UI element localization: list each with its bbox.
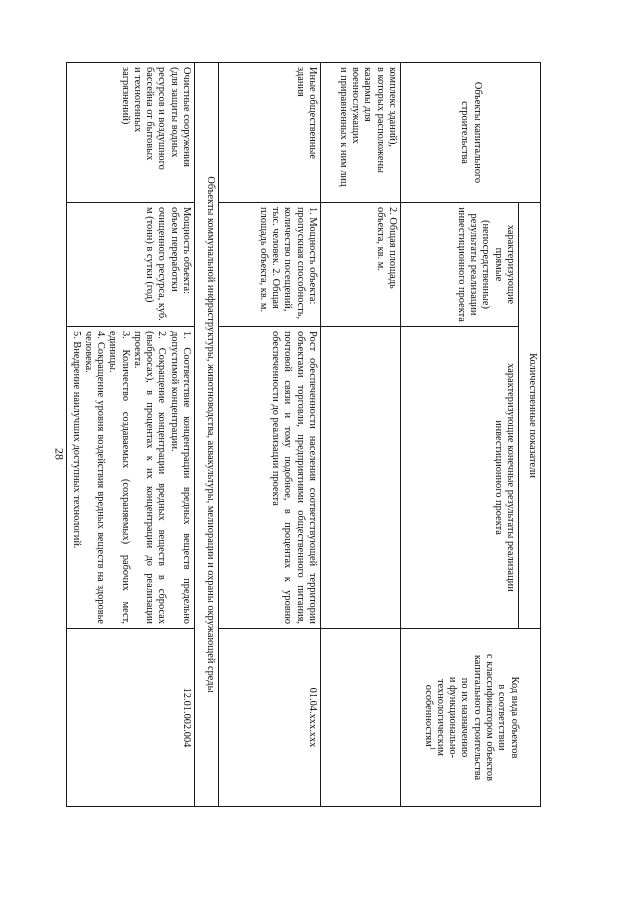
code-header-line: с классификатором объектов (484, 654, 496, 781)
final-result-item: 1. Соответствие концентрации вредных веществ предельно допустимой концентрации. (168, 331, 192, 624)
code-header-line: технологическим (434, 679, 446, 756)
table-row (219, 63, 321, 807)
direct-results-cell: Мощность объекта: объем переработки очищенного ресурса, куб. м (тонн) в сутки (год) (67, 203, 195, 327)
table-row (321, 63, 401, 807)
section-title: Объекты коммунальной инфраструктуры, животноводства, аквакультуры, мелиорации и охраны окружающей среды (195, 63, 219, 807)
object-cell (219, 63, 321, 203)
object-line: и приравненных к ним лиц (337, 67, 349, 187)
code-cell (321, 629, 401, 807)
header-direct-results: характеризующие прямые (непосредственные) результаты реализации инвестиционного проекта (401, 203, 519, 327)
code-header-line: Код вида объектов (508, 676, 520, 759)
header-code (401, 629, 541, 807)
table-row (67, 63, 195, 807)
code-cell: 12.01.002.004 (67, 629, 195, 807)
footnote-marker: 1 (428, 746, 437, 751)
object-line: в которых расположены (374, 67, 386, 174)
object-line: казармы для (362, 67, 374, 122)
code-header-line-text: особенностям (422, 684, 434, 747)
header-objects: Объекты капитального строительства (401, 63, 541, 203)
code-header-line: по их назначению (459, 677, 471, 758)
object-line: военнослужащих (350, 67, 362, 144)
final-results-cell (321, 327, 401, 629)
final-result-item: 4. Сокращение уровня воздействия вредных веществ на здоровье человека. (82, 331, 107, 624)
header-row-1 (519, 63, 541, 807)
final-result-item: 3. Количество создаваемых (сохраняемых) рабочих мест, единицы. (107, 331, 131, 624)
page-number: 28 (52, 448, 67, 460)
object-line: ресурсов и воздушного (156, 67, 168, 170)
rotated-table-wrapper (70, 62, 541, 806)
object-line: загрязнений) (119, 67, 131, 125)
object-line: бассейна от бытовых (144, 67, 156, 161)
code-header-line: в соответствии (496, 684, 508, 751)
object-cell (67, 63, 195, 203)
final-result-item: 5. Внедрение наилучших доступных технологий. (70, 331, 82, 549)
direct-results-cell: 2. Общая площадь объекта, кв. м. (321, 203, 401, 327)
object-line: комплекс зданий), (387, 67, 398, 148)
section-header-row (195, 63, 219, 807)
direct-results-cell: 1. Мощность объекта: пропускная способность, количество посещений, тыс. человек. 2. Общая площадь объекта, кв. м. (219, 203, 321, 327)
object-cell (321, 63, 401, 203)
objects-indicators-table (66, 62, 541, 807)
final-results-cell: Рост обеспеченности населения соответствующей территории объектами торговли, предприятиями общественного питания, почтовой связи и тому подобное, в процентах к уровню обеспеченности до реализации проекта (219, 327, 321, 629)
code-cell: 01.04.xxx.xxx (219, 629, 321, 807)
object-line: Иные общественные (307, 67, 318, 159)
code-header-line: капитального строительства (471, 654, 483, 781)
header-quality-group: Количественные показатели (519, 203, 541, 629)
object-line: здания (294, 67, 306, 97)
final-results-cell (67, 327, 195, 629)
final-result-item: 2. Сокращение концентрации вредных веществ в сбросах (выбросах), в процентах к их концентрации до реализации проекта. (131, 331, 168, 624)
code-header-line: и функционально- (447, 676, 459, 759)
object-line: Очистные сооружения (181, 67, 192, 167)
code-header-line (421, 633, 437, 802)
header-final-results: характеризующие конечные результаты реализации инвестиционного проекта (401, 327, 519, 629)
object-line: (для защиты водных (168, 67, 180, 158)
object-line: и техногенных (131, 67, 143, 133)
